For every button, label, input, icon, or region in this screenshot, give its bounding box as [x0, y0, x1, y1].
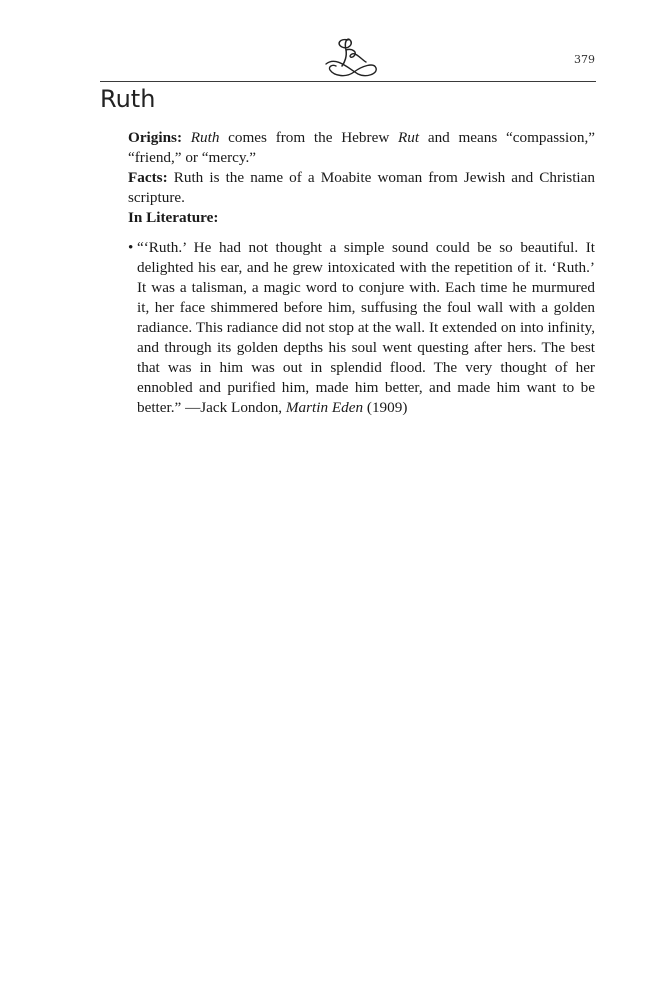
- literature-quote: [137, 238, 595, 418]
- script-r-flourish-icon: [318, 30, 382, 82]
- origins-paragraph: [128, 128, 595, 168]
- origins-label: Origins:: [128, 129, 183, 146]
- origins-hebrew: Rut: [398, 129, 420, 146]
- entry-body: [128, 128, 595, 418]
- page-number: 379: [574, 53, 595, 66]
- facts-text: Ruth is the name of a Moabite woman from Jewish and Christian scripture.: [128, 169, 595, 206]
- origins-text-2: and means “compassion,” “friend,” or “mercy.”: [128, 129, 596, 166]
- bullet-icon: •: [128, 239, 134, 256]
- origins-text-1: comes from the Hebrew: [219, 129, 399, 146]
- quote-text: “‘Ruth.’ He had not thought a simple sound could be so beautiful. It delighted his ear, and he grew intoxicated with the repetition of it. ‘Ruth.’ It was a talisman, a magic word to conjure with. Each time he murmured it, her face shimmered before him, suffusing the foul wall with a golden radiance. This radiance did not stop at the wall. It extended on into infinity, and through its golden depths his soul went questing after hers. The best that was in him was out in splendid flood. The very thought of her ennobled and purified him, made him better, and made him want to be better.”: [137, 239, 595, 416]
- origins-name: Ruth: [190, 129, 220, 146]
- quote-attribution: —Jack London,: [185, 399, 286, 416]
- facts-paragraph: [128, 168, 595, 208]
- quote-work-title: Martin Eden: [285, 399, 364, 416]
- header-divider: [100, 81, 596, 82]
- literature-heading: In Literature:: [128, 209, 219, 226]
- entry-title: Ruth: [100, 85, 156, 113]
- facts-label: Facts:: [128, 169, 168, 186]
- literature-quote-item: [128, 238, 595, 418]
- quote-year: (1909): [363, 399, 408, 416]
